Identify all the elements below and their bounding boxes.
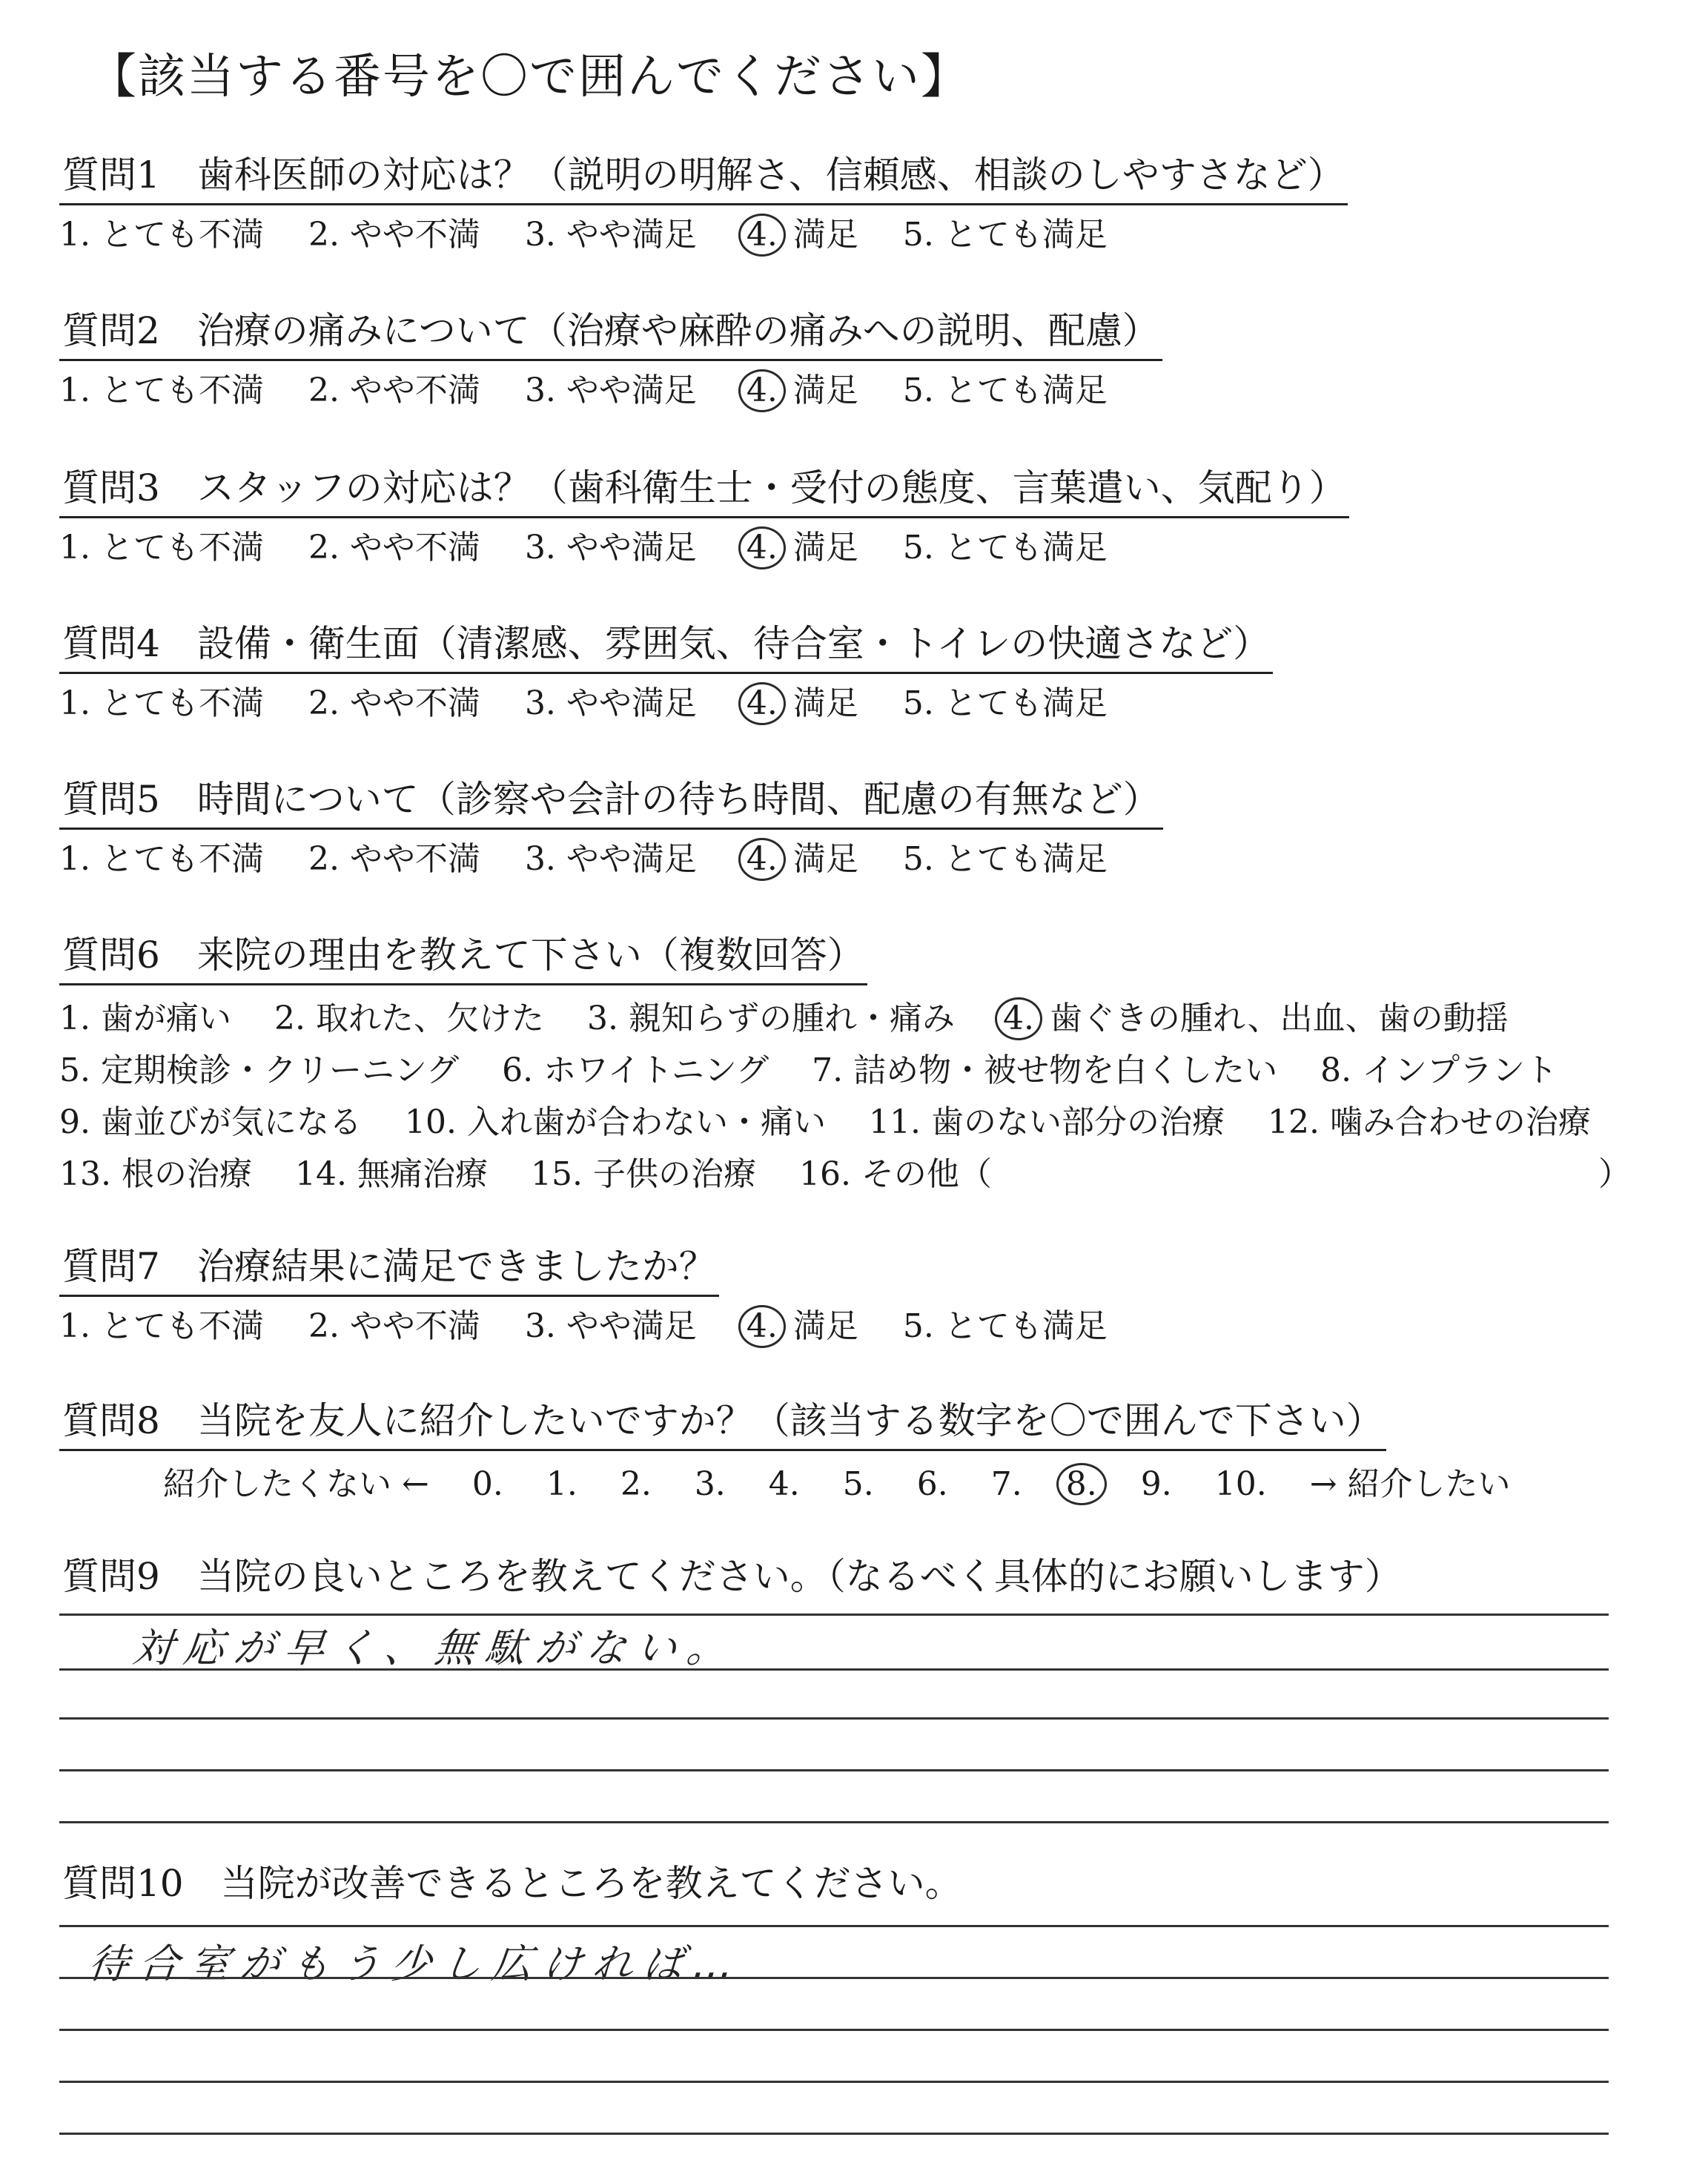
question-4 — [59, 614, 1675, 729]
option-5[interactable]: 5. とても満足 — [902, 684, 1108, 722]
option-3[interactable]: 3. やや満足 — [524, 840, 697, 878]
option-3[interactable]: 3. やや満足 — [524, 216, 697, 254]
question-number: 質問6 — [62, 934, 160, 977]
reason-option[interactable]: 9. 歯並びが気になる — [59, 1103, 362, 1141]
rating-options — [59, 523, 1675, 573]
question-number: 質問2 — [62, 309, 160, 352]
rating-options — [59, 366, 1675, 416]
selected-circle: 4. — [738, 1305, 786, 1348]
option-1[interactable]: 1. とても不満 — [59, 371, 264, 409]
answer-line — [59, 1717, 1609, 1720]
reason-option[interactable]: 2. 取れた、欠けた — [274, 1000, 544, 1037]
selected-circle: 4. — [738, 214, 786, 257]
question-heading — [59, 1391, 1386, 1451]
answer-line — [59, 1821, 1609, 1823]
reason-row — [59, 1149, 1675, 1200]
question-text: 設備・衛生面（清潔感、雰囲気、待合室・トイレの快適さなど） — [196, 622, 1271, 665]
option-5[interactable]: 5. とても満足 — [902, 216, 1108, 254]
reason-option[interactable]: 11. 歯のない部分の治療 — [868, 1103, 1225, 1141]
question-number: 質問5 — [62, 778, 160, 821]
question-heading — [59, 614, 1273, 674]
scale-right-label: → 紹介したい — [1309, 1465, 1511, 1503]
option-2[interactable]: 2. やや不満 — [308, 840, 480, 878]
reason-option[interactable]: 15. 子供の治療 — [530, 1155, 756, 1193]
answer-line — [59, 1977, 1609, 1979]
question-number: 質問4 — [62, 622, 160, 665]
selected-circle: 4. — [738, 369, 786, 412]
answer-line — [59, 1614, 1609, 1616]
question-text: 時間について（診察や会計の待ち時間、配慮の有無など） — [196, 778, 1160, 821]
scale-value-selected[interactable]: 8. — [1056, 1463, 1107, 1505]
reason-row — [59, 1097, 1675, 1149]
reason-option[interactable]: 5. 定期検診・クリーニング — [59, 1051, 460, 1089]
option-2[interactable]: 2. やや不満 — [308, 1307, 480, 1345]
answer-line — [59, 2081, 1609, 2083]
question-5 — [59, 770, 1675, 885]
option-3[interactable]: 3. やや満足 — [524, 529, 697, 567]
option-4-selected[interactable]: 4. 満足 — [741, 1301, 858, 1352]
reason-option-selected[interactable]: 4. 歯ぐきの腫れ、出血、歯の動揺 — [998, 993, 1509, 1045]
selected-circle: 4. — [738, 526, 786, 569]
question-text: 歯科医師の対応は？（説明の明解さ、信頼感、相談のしやすさなど） — [196, 153, 1345, 196]
question-number: 質問10 — [62, 1862, 184, 1905]
option-4-selected[interactable]: 4. 満足 — [741, 678, 858, 729]
question-heading — [59, 1547, 1405, 1605]
question-number: 質問9 — [62, 1555, 160, 1598]
question-1 — [59, 145, 1675, 260]
option-3[interactable]: 3. やや満足 — [524, 371, 697, 409]
question-3 — [59, 458, 1675, 573]
scale-value[interactable]: 7. — [990, 1465, 1022, 1503]
reason-option[interactable]: 14. 無痛治療 — [294, 1155, 488, 1193]
question-10 — [59, 1854, 1675, 1912]
scale-value[interactable]: 1. — [546, 1465, 577, 1503]
option-4-selected[interactable]: 4. 満足 — [741, 523, 858, 573]
option-1[interactable]: 1. とても不満 — [59, 840, 264, 878]
reason-options — [59, 993, 1675, 1200]
reason-option-other[interactable]: 16. その他（ — [798, 1155, 992, 1193]
question-heading — [59, 301, 1162, 361]
reason-option[interactable]: 3. 親知らずの腫れ・痛み — [586, 1000, 955, 1037]
answer-line — [59, 1769, 1609, 1771]
option-1[interactable]: 1. とても不満 — [59, 529, 264, 567]
option-4-selected[interactable]: 4. 満足 — [741, 366, 858, 416]
selected-circle: 4. — [738, 682, 786, 725]
rating-options — [59, 210, 1675, 260]
selected-circle: 4. — [995, 997, 1042, 1040]
reason-option[interactable]: 7. 詰め物・被せ物を白くしたい — [812, 1051, 1278, 1089]
answer-line — [59, 2133, 1609, 2135]
question-6 — [59, 925, 1675, 1200]
scale-value[interactable]: 10. — [1214, 1465, 1267, 1503]
rating-options — [59, 834, 1675, 885]
question-number: 質問7 — [62, 1245, 160, 1288]
option-2[interactable]: 2. やや不満 — [308, 684, 480, 722]
question-number: 質問8 — [62, 1399, 160, 1442]
answer-line — [59, 1668, 1609, 1671]
answer-line — [59, 1925, 1609, 1927]
question-text: 治療結果に満足できましたか？ — [196, 1245, 716, 1288]
option-5[interactable]: 5. とても満足 — [902, 1307, 1108, 1345]
question-number: 質問3 — [62, 466, 160, 509]
selected-circle: 4. — [738, 838, 786, 881]
question-heading — [59, 145, 1348, 205]
reason-row — [59, 1045, 1675, 1097]
answer-line — [59, 2029, 1609, 2031]
other-close-paren: ） — [1598, 1155, 1631, 1193]
question-9 — [59, 1547, 1675, 1605]
option-1[interactable]: 1. とても不満 — [59, 1307, 264, 1345]
q9-handwritten-answer[interactable]: 対応が早く、無駄がない。 — [130, 1625, 740, 1671]
option-5[interactable]: 5. とても満足 — [902, 371, 1108, 409]
option-2[interactable]: 2. やや不満 — [308, 371, 480, 409]
question-number: 質問1 — [62, 153, 160, 196]
reason-option[interactable]: 1. 歯が痛い — [59, 1000, 231, 1037]
question-text: 当院を友人に紹介したいですか？（該当する数字を〇で囲んで下さい） — [196, 1399, 1383, 1442]
q10-handwritten-answer[interactable]: 待合室がもう少し広ければ… — [86, 1941, 747, 1987]
question-text: 当院の良いところを教えてください。（なるべく具体的にお願いします） — [196, 1555, 1402, 1598]
recommend-scale — [59, 1457, 1675, 1505]
scale-value[interactable]: 5. — [842, 1465, 874, 1503]
option-1[interactable]: 1. とても不満 — [59, 684, 264, 722]
option-5[interactable]: 5. とても満足 — [902, 840, 1108, 878]
option-2[interactable]: 2. やや不満 — [308, 529, 480, 567]
question-heading — [59, 1854, 965, 1912]
question-8 — [59, 1391, 1675, 1505]
option-5[interactable]: 5. とても満足 — [902, 529, 1108, 567]
reason-option[interactable]: 10. 入れ歯が合わない・痛い — [404, 1103, 826, 1141]
option-4-selected[interactable]: 4. 満足 — [741, 210, 858, 260]
reason-row — [59, 993, 1675, 1045]
scale-value[interactable]: 3. — [694, 1465, 726, 1503]
option-1[interactable]: 1. とても不満 — [59, 216, 264, 254]
reason-option[interactable]: 6. ホワイトニング — [502, 1051, 769, 1089]
question-text: スタッフの対応は？（歯科衛生士・受付の態度、言葉遣い、気配り） — [196, 466, 1346, 509]
option-2[interactable]: 2. やや不満 — [308, 216, 480, 254]
reason-option[interactable]: 13. 根の治療 — [59, 1155, 252, 1193]
question-heading — [59, 458, 1349, 518]
scale-value[interactable]: 2. — [620, 1465, 652, 1503]
scale-value[interactable]: 0. — [471, 1465, 503, 1503]
scale-left-label: 紹介したくない ← — [163, 1465, 429, 1503]
reason-option[interactable]: 12. 噛み合わせの治療 — [1267, 1103, 1591, 1141]
rating-options — [59, 1301, 1675, 1352]
question-text: 治療の痛みについて（治療や麻酔の痛みへの説明、配慮） — [196, 309, 1159, 352]
scale-value[interactable]: 4. — [768, 1465, 800, 1503]
option-3[interactable]: 3. やや満足 — [524, 1307, 697, 1345]
reason-option[interactable]: 8. インプラント — [1320, 1051, 1558, 1089]
option-4-selected[interactable]: 4. 満足 — [741, 834, 858, 885]
question-heading — [59, 770, 1163, 830]
scale-value[interactable]: 9. — [1140, 1465, 1172, 1503]
form-title: 【該当する番号を〇で囲んでください】 — [89, 50, 970, 105]
rating-options — [59, 678, 1675, 729]
question-text: 当院が改善できるところを教えてください。 — [220, 1862, 962, 1905]
question-text: 来院の理由を教えて下さい（複数回答） — [196, 934, 864, 977]
question-heading — [59, 925, 867, 985]
question-7 — [59, 1237, 1675, 1352]
scale-value[interactable]: 6. — [916, 1465, 948, 1503]
question-2 — [59, 301, 1675, 416]
option-3[interactable]: 3. やや満足 — [524, 684, 697, 722]
question-heading — [59, 1237, 719, 1297]
